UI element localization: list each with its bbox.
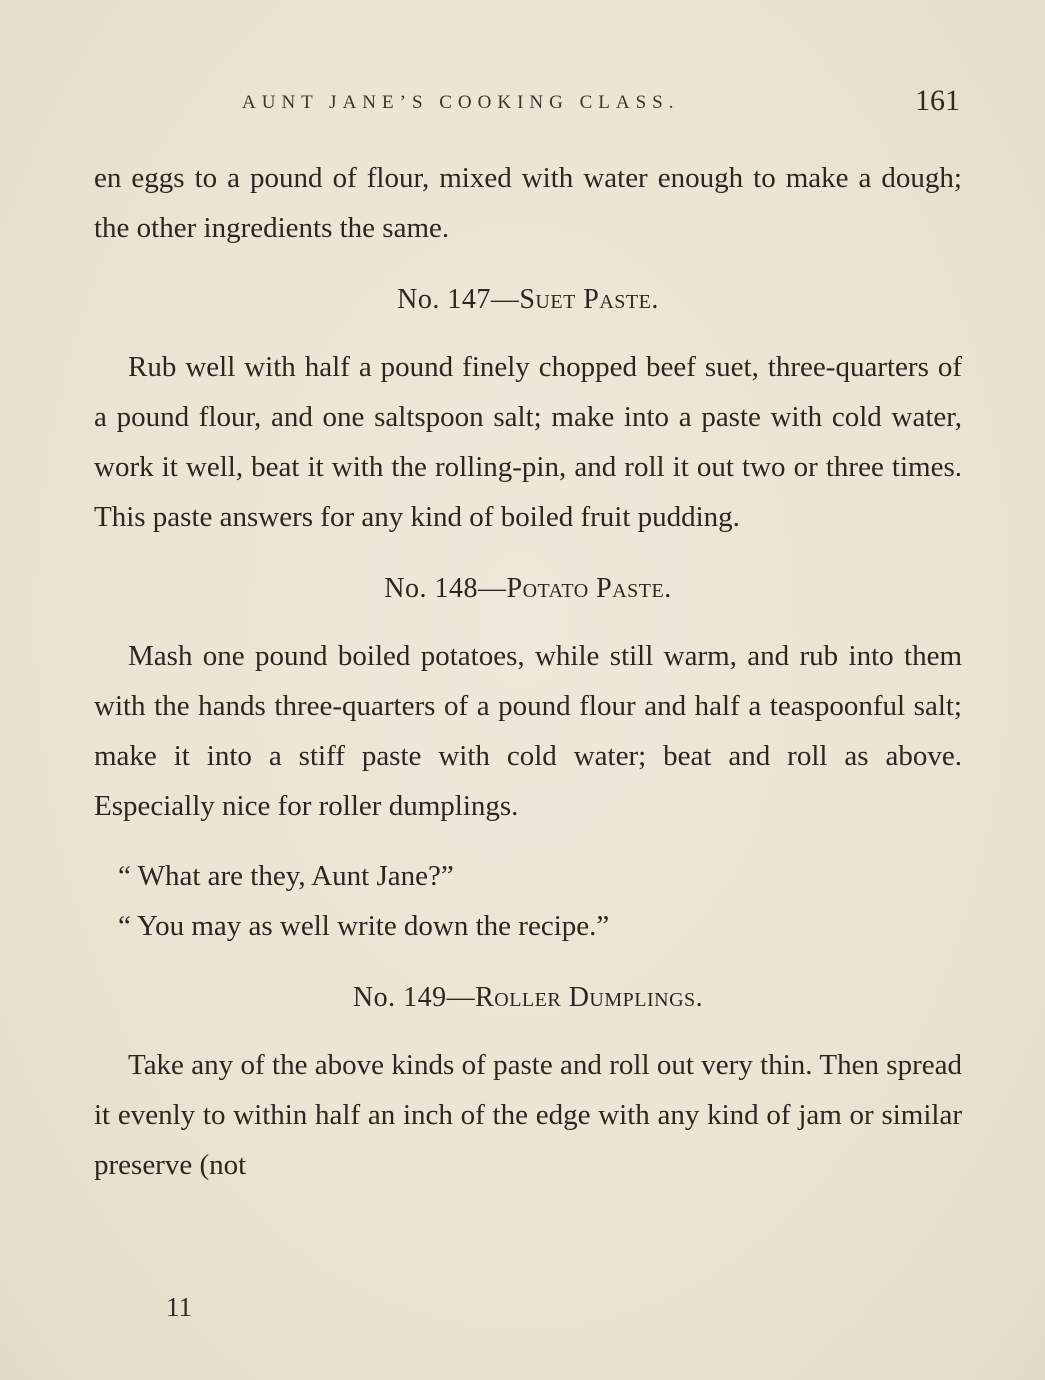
recipe-147-number: No. 147— xyxy=(397,284,520,315)
recipe-149-text: Take any of the above kinds of paste and roll out very thin. Then spread it evenly to within half an inch of the edge with any kind of jam or similar preserve (not xyxy=(94,1049,962,1181)
recipe-147-heading xyxy=(94,275,962,325)
dialog-line: “ You may as well write down the recipe.” xyxy=(118,910,610,942)
running-title: AUNT JANE’S COOKING CLASS. xyxy=(242,92,680,113)
recipe-147-title: Suet Paste. xyxy=(519,284,659,315)
recipe-148-heading xyxy=(94,564,962,614)
recipe-149-heading xyxy=(94,973,962,1023)
recipe-148-text: Mash one pound boiled potatoes, while still warm, and rub into them with the hands three-quarters of a pound flour and half a teaspoonful salt; make it into a stiff paste with cold water; beat and roll as above. Especially nice for roller dumplings. xyxy=(94,640,962,822)
page-number: 161 xyxy=(915,84,960,117)
signature-mark: 11 xyxy=(166,1292,192,1322)
page-body xyxy=(94,153,962,1190)
recipe-148-title: Potato Paste. xyxy=(506,573,672,604)
continued-paragraph: en eggs to a pound of flour, mixed with water enough to make a dough; the other ingredients the same. xyxy=(94,162,962,244)
recipe-149-title: Roller Dumplings. xyxy=(475,982,704,1013)
recipe-147-text: Rub well with half a pound finely chopped beef suet, three-quarters of a pound flour, and one saltspoon salt; make into a paste with cold water, work it well, beat it with the rolling-pin, and roll it out two or three times. This paste answers for any kind of boiled fruit pudding. xyxy=(94,351,962,533)
recipe-149-number: No. 149— xyxy=(352,982,476,1013)
running-head xyxy=(94,84,966,124)
dialog-line: “ What are they, Aunt Jane?” xyxy=(118,860,454,892)
dialog-spacer xyxy=(94,831,962,851)
recipe-148-number: No. 148— xyxy=(384,573,507,604)
